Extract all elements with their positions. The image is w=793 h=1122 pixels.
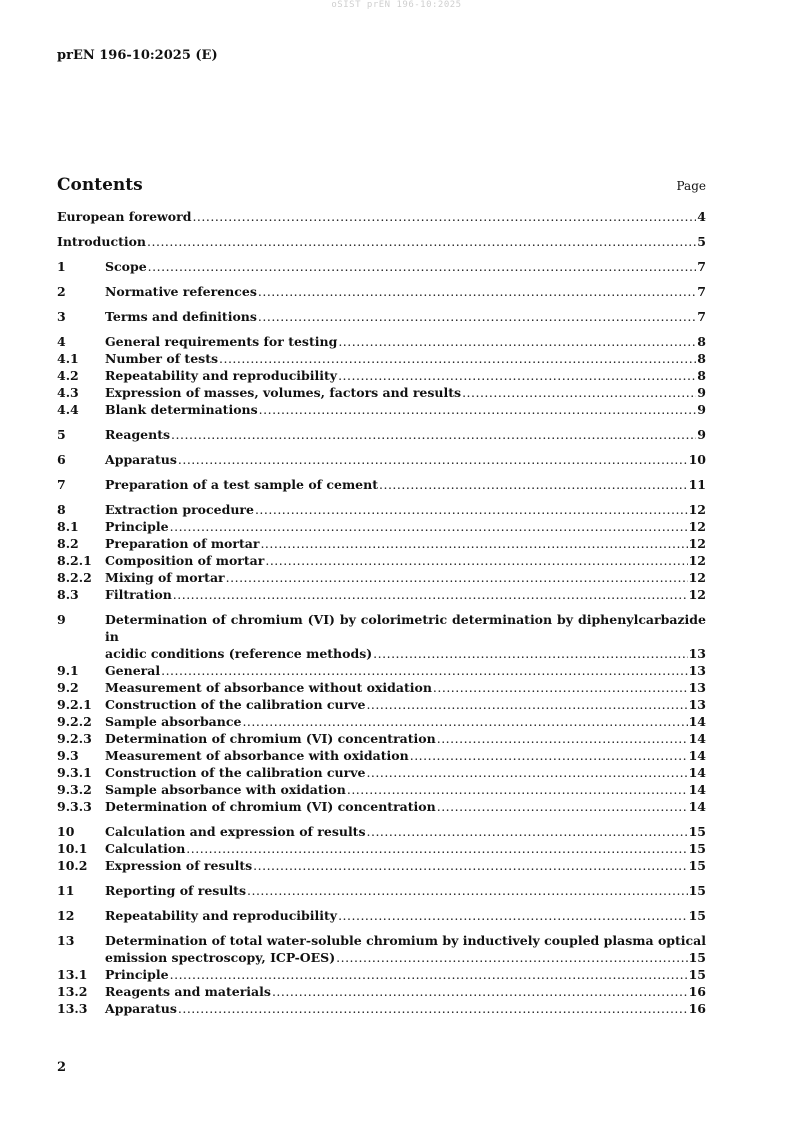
toc-number: 9.2.2 [57,714,92,729]
toc-number: 5 [57,427,66,442]
leader-dots [379,476,688,493]
toc-title: emission spectroscopy, ICP-OES) [105,950,336,965]
toc-entry-8-1[interactable] [57,518,706,535]
toc-page: 5 [697,234,706,249]
toc-entry-6[interactable] [57,451,706,468]
toc-page: 14 [688,782,706,797]
toc-page: 8 [697,368,706,383]
toc-number: 8.3 [57,587,79,602]
toc-number: 4.3 [57,385,79,400]
toc-entry-2[interactable] [57,283,706,300]
toc-title: Scope [105,259,147,274]
toc-title: Terms and definitions [105,309,257,324]
toc-number: 9.3 [57,748,79,763]
leader-dots [255,501,688,518]
toc-page: 8 [697,351,706,366]
toc-page: 14 [688,731,706,746]
toc-entry-3[interactable] [57,308,706,325]
leader-dots [258,308,696,325]
toc-title: Sample absorbance [105,714,242,729]
toc-page: 12 [688,502,706,517]
toc-page: 14 [688,765,706,780]
toc-page: 12 [688,553,706,568]
watermark: oSIST prEN 196-10:2025 [331,0,462,10]
toc-number: 6 [57,452,66,467]
toc-title: Principle [105,967,169,982]
toc-page: 15 [688,967,706,982]
toc-entry-9[interactable] [57,611,706,662]
toc-entry-8-2-1[interactable] [57,552,706,569]
page-number: 2 [57,1060,67,1075]
leader-dots [147,233,696,250]
toc-entry-9-3-3[interactable] [57,798,706,815]
toc-title: Repeatability and reproducibility [105,368,338,383]
toc-title: Calculation [105,841,186,856]
leader-dots [437,798,688,815]
toc-title: Calculation and expression of results [105,824,366,839]
leader-dots [258,283,696,300]
toc-entry-9-2-2[interactable] [57,713,706,730]
toc-title: General [105,663,161,678]
toc-number: 8 [57,502,66,517]
toc-title: Blank determinations [105,402,258,417]
toc-entry-4-2[interactable] [57,367,706,384]
leader-dots [242,713,687,730]
toc-entry-10-1[interactable] [57,840,706,857]
toc-number: 10.1 [57,841,88,856]
toc-number: 10 [57,824,75,839]
toc-number: 4 [57,334,66,349]
table-of-contents [57,208,706,1017]
toc-number: 12 [57,908,75,923]
toc-entry-4-1[interactable] [57,350,706,367]
toc-page: 15 [688,950,706,965]
toc-title: Normative references [105,284,257,299]
toc-entry-9-3-1[interactable] [57,764,706,781]
toc-title: Repeatability and reproducibility [105,908,338,923]
leader-dots [253,857,687,874]
toc-title-line1: Determination of total water-soluble chromium by inductively coupled plasma optical [105,933,707,948]
leader-dots [170,518,688,535]
toc-number: 1 [57,259,66,274]
leader-dots [178,1000,688,1017]
toc-page: 9 [697,427,706,442]
toc-page: 16 [688,1001,706,1016]
leader-dots [410,747,688,764]
toc-title-line1: Determination of chromium (VI) by colorimetric determination by diphenylcarbazide in [105,612,706,644]
toc-entry-12[interactable] [57,907,706,924]
toc-title: Filtration [105,587,172,602]
toc-title: Construction of the calibration curve [105,697,366,712]
toc-title: Composition of mortar [105,553,265,568]
toc-title: Expression of results [105,858,253,873]
toc-number: 3 [57,309,66,324]
toc-page: 13 [688,697,706,712]
toc-page: 13 [688,646,706,661]
toc-title: General requirements for testing [105,334,338,349]
toc-number: 4.2 [57,368,79,383]
toc-number: 10.2 [57,858,88,873]
toc-title: Introduction [57,234,147,249]
toc-number: 13.1 [57,967,88,982]
leader-dots [367,823,688,840]
toc-entry-introduction[interactable] [57,233,706,250]
toc-title: Construction of the calibration curve [105,765,366,780]
toc-entry-8-2-2[interactable] [57,569,706,586]
toc-entry-9-3-2[interactable] [57,781,706,798]
toc-entry-8-3[interactable] [57,586,706,603]
leader-dots [272,983,688,1000]
toc-number: 9.2.3 [57,731,92,746]
toc-page: 15 [688,883,706,898]
leader-dots [170,966,688,983]
toc-title: Number of tests [105,351,219,366]
toc-page: 10 [688,452,706,467]
toc-number: 9 [57,612,66,627]
toc-number: 9.3.2 [57,782,92,797]
leader-dots [171,426,696,443]
leader-dots [338,367,696,384]
toc-entry-4-4[interactable] [57,401,706,418]
toc-entry-7[interactable] [57,476,706,493]
toc-number: 9.2.1 [57,697,92,712]
toc-number: 9.3.3 [57,799,92,814]
toc-title: Extraction procedure [105,502,254,517]
leader-dots [366,696,687,713]
toc-number: 9.3.1 [57,765,92,780]
toc-page: 15 [688,824,706,839]
leader-dots [336,949,687,966]
leader-dots [260,535,687,552]
toc-title: Apparatus [105,452,177,467]
toc-title: Reporting of results [105,883,246,898]
toc-title: Preparation of a test sample of cement [105,477,378,492]
toc-title: Principle [105,519,169,534]
toc-page: 7 [697,284,706,299]
toc-page: 15 [688,841,706,856]
toc-entry-8[interactable] [57,501,706,518]
leader-dots [347,781,688,798]
toc-entry-9-2-1[interactable] [57,696,706,713]
toc-page: 7 [697,259,706,274]
toc-title: Measurement of absorbance with oxidation [105,748,409,763]
toc-page: 14 [688,748,706,763]
toc-page: 12 [688,519,706,534]
page-column-label: Page [676,179,706,193]
toc-title: acidic conditions (reference methods) [105,646,373,661]
toc-entry-foreword[interactable] [57,208,706,225]
toc-page: 7 [697,309,706,324]
toc-page: 11 [688,477,706,492]
leader-dots [161,662,687,679]
toc-entry-8-2[interactable] [57,535,706,552]
leader-dots [433,679,688,696]
toc-number: 8.2.2 [57,570,92,585]
toc-number: 8.2.1 [57,553,92,568]
toc-title: Sample absorbance with oxidation [105,782,346,797]
contents-heading: Contents [57,175,143,195]
toc-number: 8.1 [57,519,79,534]
toc-page: 14 [688,799,706,814]
leader-dots [338,333,696,350]
toc-entry-10-2[interactable] [57,857,706,874]
toc-title: Measurement of absorbance without oxidation [105,680,432,695]
toc-title: Determination of chromium (VI) concentration [105,799,436,814]
document-id: prEN 196-10:2025 (E) [57,48,218,63]
toc-number: 13 [57,933,75,948]
leader-dots [259,401,697,418]
leader-dots [178,451,688,468]
toc-page: 8 [697,334,706,349]
toc-page: 13 [688,663,706,678]
toc-number: 2 [57,284,66,299]
toc-page: 15 [688,858,706,873]
leader-dots [366,764,687,781]
toc-page: 14 [688,714,706,729]
toc-page: 4 [697,209,706,224]
toc-number: 8.2 [57,536,79,551]
toc-title: Determination of chromium (VI) concentration [105,731,436,746]
toc-page: 15 [688,908,706,923]
toc-entry-9-2-3[interactable] [57,730,706,747]
toc-title: Reagents [105,427,171,442]
leader-dots [247,882,688,899]
leader-dots [192,208,696,225]
toc-number: 7 [57,477,66,492]
leader-dots [219,350,696,367]
toc-page: 13 [688,680,706,695]
toc-entry-9-3[interactable] [57,747,706,764]
toc-entry-11[interactable] [57,882,706,899]
toc-entry-9-2[interactable] [57,679,706,696]
leader-dots [265,552,687,569]
toc-page: 12 [688,587,706,602]
toc-entry-10[interactable] [57,823,706,840]
toc-entry-13[interactable] [57,932,706,966]
toc-page: 12 [688,570,706,585]
toc-number: 9.2 [57,680,79,695]
toc-number: 9.1 [57,663,79,678]
toc-entry-5[interactable] [57,426,706,443]
leader-dots [373,645,687,662]
toc-number: 13.2 [57,984,88,999]
toc-title: Preparation of mortar [105,536,260,551]
toc-entry-13-2[interactable] [57,983,706,1000]
toc-entry-9-1[interactable] [57,662,706,679]
toc-number: 11 [57,883,75,898]
leader-dots [226,569,688,586]
toc-entry-13-1[interactable] [57,966,706,983]
toc-title: Mixing of mortar [105,570,225,585]
toc-entry-4[interactable] [57,333,706,350]
toc-page: 12 [688,536,706,551]
toc-page: 16 [688,984,706,999]
toc-title: European foreword [57,209,192,224]
toc-entry-4-3[interactable] [57,384,706,401]
toc-title: Apparatus [105,1001,177,1016]
toc-entry-13-3[interactable] [57,1000,706,1017]
toc-title: Expression of masses, volumes, factors and results [105,385,462,400]
toc-number: 4.1 [57,351,79,366]
toc-title: Reagents and materials [105,984,271,999]
leader-dots [338,907,688,924]
leader-dots [462,384,696,401]
leader-dots [186,840,687,857]
leader-dots [148,258,697,275]
toc-number: 4.4 [57,402,79,417]
toc-entry-1[interactable] [57,258,706,275]
leader-dots [173,586,688,603]
toc-page: 9 [697,402,706,417]
toc-page: 9 [697,385,706,400]
leader-dots [437,730,688,747]
toc-number: 13.3 [57,1001,88,1016]
